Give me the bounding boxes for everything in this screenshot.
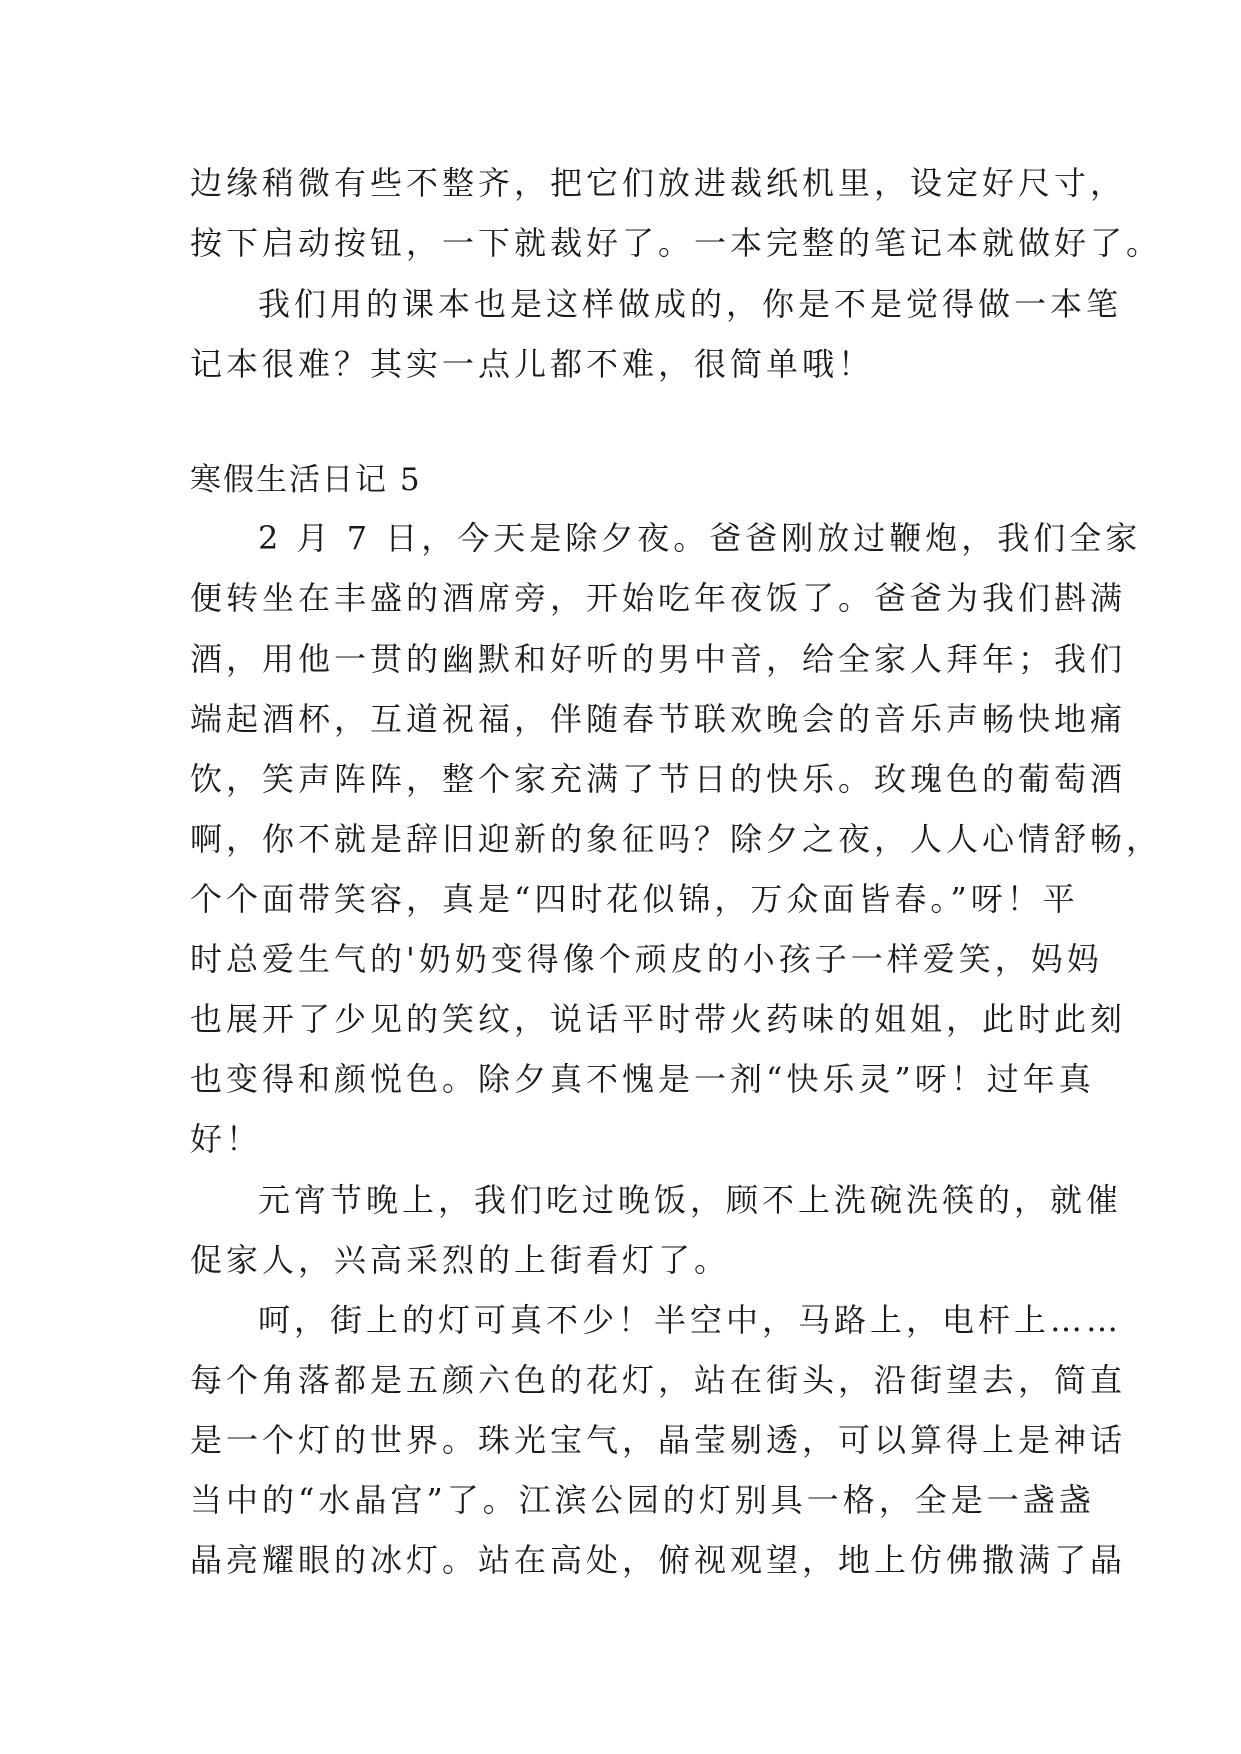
paragraph-start-line: 2 月 7 日，今天是除夕夜。爸爸刚放过鞭炮，我们全家 <box>258 519 1142 557</box>
text-line: 每个角落都是五颜六色的花灯，站在街头，沿街望去，简直 <box>190 1361 1127 1399</box>
section-heading: 寒假生活日记 5 <box>190 462 422 498</box>
text-line: 按下启动按钮，一下就裁好了。一本完整的笔记本就做好了。 <box>190 224 1163 262</box>
text-line: 也展开了少见的笑纹，说话平时带火药味的姐姐，此时此刻 <box>190 1000 1127 1038</box>
text-line: 个个面带笑容，真是“四时花似锦，万众面皆春。”呀！平 <box>190 880 1079 918</box>
text-line: 晶亮耀眼的冰灯。站在高处，俯视观望，地上仿佛撒满了晶 <box>190 1541 1127 1579</box>
text-line: 饮，笑声阵阵，整个家充满了节日的快乐。玫瑰色的葡萄酒 <box>190 760 1127 798</box>
text-line: 啊，你不就是辞旧迎新的象征吗？除夕之夜，人人心情舒畅， <box>190 820 1163 858</box>
paragraph-start-line: 呵，街上的灯可真不少！半空中，马路上，电杆上…… <box>258 1301 1123 1339</box>
text-line: 记本很难？其实一点儿都不难，很简单哦！ <box>190 345 875 383</box>
paragraph-start-line: 我们用的课本也是这样做成的，你是不是觉得做一本笔 <box>258 285 1123 323</box>
text-line: 酒，用他一贯的幽默和好听的男中音，给全家人拜年；我们 <box>190 640 1127 678</box>
text-line: 好！ <box>190 1120 263 1158</box>
text-line: 边缘稍微有些不整齐，把它们放进裁纸机里，设定好尺寸， <box>190 164 1127 202</box>
text-line: 也变得和颜悦色。除夕真不愧是一剂“快乐灵”呀！过年真 <box>190 1060 1095 1098</box>
text-line: 促家人，兴高采烈的上街看灯了。 <box>190 1241 731 1279</box>
text-line: 时总爱生气的'奶奶变得像个顽皮的小孩子一样爱笑，妈妈 <box>190 940 1103 978</box>
paragraph-start-line: 元宵节晚上，我们吃过晚饭，顾不上洗碗洗筷的，就催 <box>258 1181 1123 1219</box>
text-line: 当中的“水晶宫”了。江滨公园的灯别具一格，全是一盏盏 <box>190 1481 1095 1519</box>
text-line: 端起酒杯，互道祝福，伴随春节联欢晚会的音乐声畅快地痛 <box>190 700 1127 738</box>
text-line: 便转坐在丰盛的酒席旁，开始吃年夜饭了。爸爸为我们斟满 <box>190 579 1127 617</box>
text-line: 是一个灯的世界。珠光宝气，晶莹剔透，可以算得上是神话 <box>190 1421 1127 1459</box>
